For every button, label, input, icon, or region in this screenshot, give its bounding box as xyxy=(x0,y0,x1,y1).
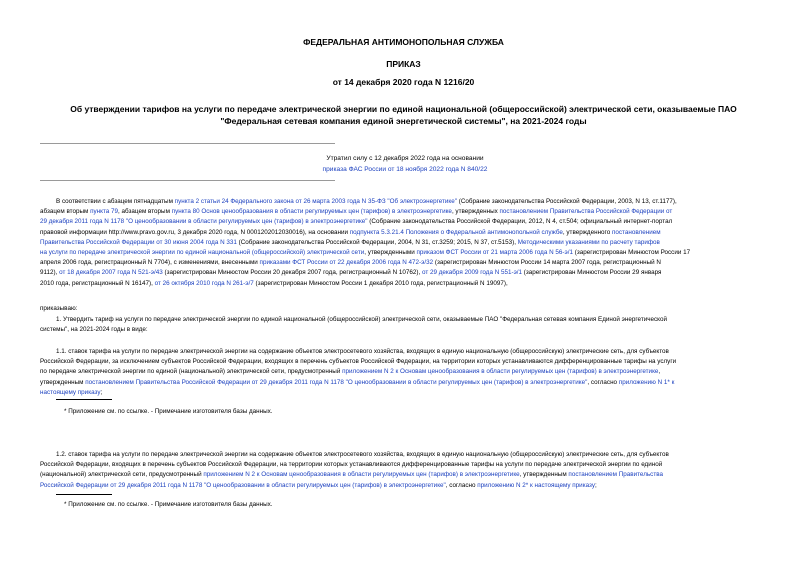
text-segment: (зарегистрирован Минюстом России 20 декабря 2007 года, регистрационный N 10762), xyxy=(162,269,422,277)
reference-link[interactable]: от 29 декабря 2009 года N 551-э/1 xyxy=(421,269,523,277)
divider-bottom xyxy=(40,180,335,181)
text-segment: (зарегистрирован Минюстом России 29 января 2010 года, регистрационный N 16147), xyxy=(40,269,662,287)
item-1-1-paragraph xyxy=(40,347,770,398)
text-segment: 1.2. ставок тарифа на услуги по передаче электрической энергии на содержание объектов электросетевого хозяйства, входящих в единую национальную (общероссийскую) электрические сеть, для субъектов Российской Федерации, входящих в перечень субъектов Российской Федерации, на территории которых устанавливаются дифференцированные тарифы на услуги по передаче электрической энергии по единой (национальной) электрической сети, предусмотренный xyxy=(40,451,669,479)
text-segment: (зарегистрирован Минюстом России 17 апреля 2006 года, регистрационный N 7704), с изменениями, внесенными xyxy=(40,249,691,267)
divider-top xyxy=(40,143,335,144)
reference-link[interactable]: постановлением Правительства Российской Федерации от 30 июня 2004 года N 331 xyxy=(40,228,661,246)
reference-link[interactable]: от 18 декабря 2007 года N 521-э/43 xyxy=(59,269,163,277)
text-segment: , согласно xyxy=(587,378,619,386)
reference-link[interactable]: приказом ФСТ России от 21 марта 2006 года N 56-э/1 xyxy=(416,249,573,257)
footnote-rule-2 xyxy=(56,494,112,495)
reference-link[interactable]: пункта 2 статьи 24 Федерального закона от 26 марта 2003 года N 35-ФЗ "Об электроэнергетике" xyxy=(174,198,457,205)
text-segment: (Собрание законодательства Российской Федерации, 2003, N 13, ст.1177), абзацем вторым xyxy=(40,198,677,216)
reference-link[interactable]: приложением N 2 к Основам ценообразования в области регулируемых цен (тарифов) в электроэнергетике xyxy=(342,368,659,376)
agency-name: ФЕДЕРАЛЬНАЯ АНТИМОНОПОЛЬНАЯ СЛУЖБА xyxy=(303,37,504,47)
reference-link[interactable]: приложением N 2 к Основам ценообразования в области регулируемых цен (тарифов) в электроэнергетике xyxy=(203,471,520,479)
reference-link[interactable]: приложению N 2* к настоящему приказу xyxy=(477,481,595,489)
reference-link[interactable]: приказами ФСТ России от 22 декабря 2006 года N 472-э/32 xyxy=(259,259,434,267)
status-note xyxy=(300,153,510,175)
text-segment: ; xyxy=(100,388,103,396)
footnote-2: * Приложение см. по ссылке. - Примечание изготовителя базы данных. xyxy=(64,501,273,508)
text-segment: , согласно xyxy=(445,481,478,489)
preamble-paragraph xyxy=(40,197,770,289)
doc-title: Об утверждении тарифов на услуги по передаче электрической энергии по единой национальной (общероссийской) электрической сети, оказываемые ПАО "Федеральная сетевая компания единой энергетической системы", на 2021-2024 годы xyxy=(70,104,737,126)
reference-link[interactable]: подпункта 5.3.21.4 Положения о Федеральной антимонопольной службе xyxy=(349,228,563,236)
text-segment: , утвержденным xyxy=(519,471,569,479)
doc-type: ПРИКАЗ xyxy=(386,59,421,69)
text-segment: 1.1. ставок тарифа на услуги по передаче электрической энергии на содержание объектов электросетевого хозяйства, входящих в единую национальную (общероссийскую) электрические сеть, для субъектов Российской Федерации, за исключением субъектов Российской Федерации, входящих в перечень субъектов Российской Федерации, на территории которых устанавливаются дифференцированные тарифы на услуги по передаче электрической энергии по единой (национальной) электрической сети, предусмотренный xyxy=(40,348,677,376)
text-segment: , утвержденными xyxy=(364,249,417,257)
text-segment: (Собрание законодательства Российской Федерации, 2012, N 4, ст.504; официальный интернет-портал правовой информации http://www.pravo.gov.ru, 3 декабря 2020 года, N 0001202012030016), на основании xyxy=(40,218,673,236)
prikazyvayu-text: приказываю: xyxy=(40,305,78,312)
text-segment: , абзацем вторым xyxy=(118,208,172,216)
reference-link[interactable]: пункта 79 xyxy=(90,208,119,216)
reference-link[interactable]: постановлением Правительства Российской Федерации от 29 декабря 2011 года N 1178 "О ценообразовании в области регулируемых цен (тарифов) в электроэнергетике" xyxy=(85,378,588,386)
text-segment: , утвержденным xyxy=(40,368,661,386)
reference-link[interactable]: пункта 80 Основ ценообразования в области регулируемых цен (тарифов) в электроэнергетике xyxy=(171,208,452,216)
status-line-1: Утратил силу с 12 декабря 2022 года на основании xyxy=(326,155,484,162)
text-segment: (Собрание законодательства Российской Федерации, 2004, N 31, ст.3259; 2015, N 37, ст.5153), xyxy=(236,238,518,246)
reference-link[interactable]: Методическими указаниями по расчету тарифов на услуги по передаче электрической энергии по единой национальной (общероссийской) электрической сети xyxy=(40,238,660,257)
item-1-paragraph: 1. Утвердить тариф на услуги по передаче электрической энергии по единой национальной (общероссийской) электрической сети, оказываемые ПАО "Федеральная сетевая компания Единой энергетической системы", на 2021-2024 годы в виде: xyxy=(40,316,668,334)
footnote-rule-1 xyxy=(56,399,112,400)
reference-link[interactable]: постановлением Правительства Российской Федерации от 29 декабря 2011 года N 1178 "О ценообразовании в области регулируемых цен (тарифов) в электроэнергетике" xyxy=(40,208,673,226)
status-link[interactable]: приказа ФАС России от 18 ноября 2022 года N 840/22 xyxy=(322,166,488,173)
doc-date-number: от 14 декабря 2020 года N 1216/20 xyxy=(332,77,475,87)
text-segment: ; xyxy=(595,481,597,489)
reference-link[interactable]: приложению N 1* к настоящему приказу xyxy=(40,378,675,396)
reference-link[interactable]: постановлением Правительства Российской Федерации от 29 декабря 2011 года N 1178 "О ценообразовании в области регулируемых цен (тарифов) в электроэнергетике" xyxy=(40,471,663,489)
text-segment: , утвержденного xyxy=(562,228,612,236)
footnote-1: * Приложение см. по ссылке. - Примечание изготовителя базы данных. xyxy=(64,408,273,415)
text-segment: (зарегистрирован Минюстом России 14 марта 2007 года, регистрационный N 9112), xyxy=(40,259,661,277)
text-segment: , утвержденных xyxy=(451,208,500,216)
reference-link[interactable]: от 26 октября 2010 года N 261-э/7 xyxy=(154,279,254,287)
text-segment: В соответствии с абзацем пятнадцатым xyxy=(56,198,175,205)
item-1-2-paragraph xyxy=(40,450,770,491)
text-segment: (зарегистрирован Минюстом России 1 декабря 2010 года, регистрационный N 19097), xyxy=(253,279,508,287)
